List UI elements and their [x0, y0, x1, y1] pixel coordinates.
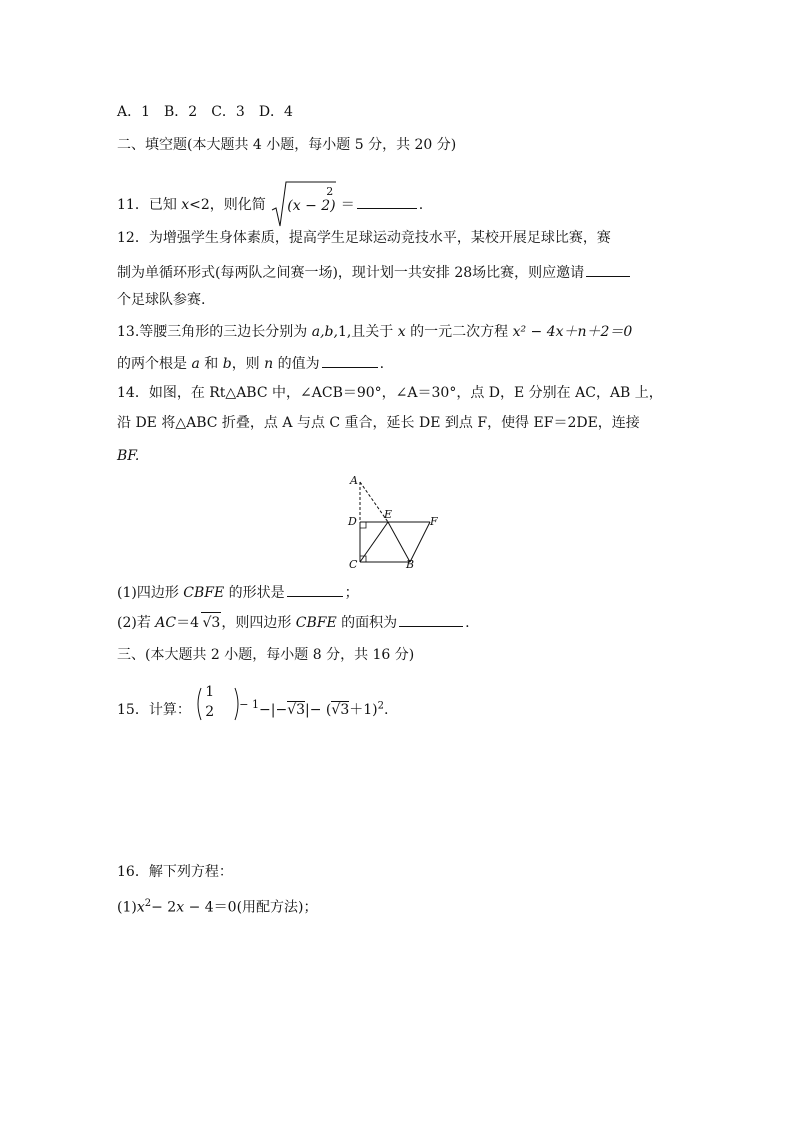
q15-denominator: 2 — [205, 704, 215, 720]
label-f: F — [430, 515, 438, 528]
q14-sub1-end: ； — [344, 585, 359, 601]
q15-exp: − 1 — [239, 698, 259, 712]
q13-text-e: 和 — [199, 356, 223, 372]
q14-sub1-text-b: 的形状是 — [224, 585, 285, 601]
q11-equals: ＝ — [340, 197, 355, 213]
paren-icon — [195, 684, 241, 724]
q13-line-1 — [117, 322, 632, 342]
label-a: A — [350, 474, 358, 487]
q13-equation: x² − 4x＋n＋2＝0 — [512, 324, 633, 340]
q15-end: . — [383, 702, 389, 718]
q12-line-1: 12．为增强学生身体素质，提高学生足球运动竞技水平，某校开展足球比赛，赛 — [117, 230, 611, 246]
q13-end: . — [379, 356, 385, 372]
label-c: C — [349, 558, 358, 571]
q16-text-b: − 2 — [151, 899, 177, 916]
label-e: E — [384, 508, 393, 521]
label-b: B — [406, 558, 415, 571]
label-d: D — [348, 515, 357, 528]
q11-exp: 2 — [326, 185, 334, 198]
q13-n: n — [264, 356, 274, 372]
q14-sub2-var: AC — [155, 615, 177, 631]
q13-answer-blank[interactable] — [322, 353, 378, 368]
q13-text-g: 的值为 — [273, 356, 320, 372]
q14-sub-1 — [117, 582, 359, 603]
q12-answer-blank[interactable] — [586, 262, 630, 277]
q16-sub1-prefix: (1) — [117, 899, 137, 916]
q13-a: a — [191, 356, 200, 372]
q13-text-d: 的两个根是 — [117, 356, 192, 372]
q11-sqrt-expression — [270, 180, 336, 230]
q14-sub2-text-c: ，则四边形 — [221, 615, 296, 631]
q11-var: x — [181, 197, 190, 213]
q13-vars: a,b, — [311, 324, 338, 340]
choice-options: A．1 B．2 C．3 D．4 — [117, 104, 293, 120]
q11-answer-blank[interactable] — [357, 194, 417, 209]
q14-figure — [340, 470, 450, 575]
q14-sub2-end: . — [465, 615, 470, 631]
q11-radicand: (x − 2) — [287, 198, 336, 214]
q14-sub2-text-d: 的面积为 — [336, 615, 398, 631]
section-3-heading: 三、(本大题共 2 小题，每小题 8 分，共 16 分) — [117, 647, 415, 663]
q15-sqrt2: 3 — [340, 702, 350, 718]
q15-rest: −|− — [259, 702, 288, 718]
q15-rest2: |− ( — [305, 702, 332, 718]
q11-cond: <2，则化简 — [189, 197, 266, 213]
q14-sub2-radicand: 3 — [211, 615, 221, 631]
q11-prefix: 11．已知 — [117, 197, 182, 213]
q15-fraction-group — [195, 684, 241, 728]
question-11 — [117, 180, 423, 230]
q14-line-2: 沿 DE 将△ABC 折叠，点 A 与点 C 重合，延长 DE 到点 F，使得 EF＝2DE，连接 — [117, 415, 640, 431]
q16-x2: x — [176, 899, 185, 916]
q15-exp2: 2 — [377, 700, 384, 712]
q14-sub2-answer-blank[interactable] — [399, 612, 463, 627]
q13-text-a: 13.等腰三角形的三边长分别为 — [117, 324, 312, 340]
q16-exp: 2 — [144, 898, 152, 909]
q14-sub2-sqrt: √3 — [201, 612, 221, 633]
q12-line-2 — [117, 262, 632, 283]
q16-sub-1 — [117, 894, 318, 918]
q13-b: b — [222, 356, 232, 372]
q11-end: . — [418, 197, 424, 213]
q16-text-c: − 4＝0(用配方法)； — [184, 899, 318, 916]
q14-sub2-text-b: ＝4 — [176, 615, 200, 631]
q15-numerator: 1 — [205, 684, 215, 700]
q13-text-c: 的一元二次方程 — [405, 324, 513, 340]
question-15: 15．计算： 1 2 $^{- 1}-|-√3|- (√3+1)^2$. — [117, 692, 388, 732]
q13-text-f: ，则 — [231, 356, 265, 372]
q14-sub2-text-a: (2)若 — [117, 615, 156, 631]
q14-line-1: 14．如图，在 Rt△ABC 中，∠ACB＝90°，∠A＝30°，点 D，E 分别在 AC，AB 上， — [117, 385, 663, 401]
q15-rest3: ＋1) — [349, 702, 378, 718]
q14-sub1-var: CBFE — [183, 585, 225, 601]
q14-sub-2 — [117, 612, 470, 633]
q14-sub1-answer-blank[interactable] — [287, 582, 343, 597]
q16-line-1: 16．解下列方程： — [117, 864, 233, 880]
q14-sub2-var2: CBFE — [295, 615, 337, 631]
q13-x: x — [397, 324, 406, 340]
q14-line-3: BF. — [117, 448, 140, 464]
section-2-heading: 二、填空题(本大题共 4 小题，每小题 5 分，共 20 分) — [117, 137, 457, 153]
q13-line-2 — [117, 353, 384, 374]
q16-x: x — [136, 899, 145, 916]
q15-sqrt1: 3 — [296, 702, 306, 718]
q15-prefix: 15．计算： — [117, 702, 191, 718]
q12-line-2-text: 制为单循环形式(每两队之间赛一场)，现计划一共安排 28场比赛，则应邀请 — [117, 265, 585, 281]
q14-sub1-text-a: (1)四边形 — [117, 585, 184, 601]
q12-line-3: 个足球队参赛. — [117, 292, 206, 308]
q13-text-b: 1,且关于 — [337, 324, 398, 340]
